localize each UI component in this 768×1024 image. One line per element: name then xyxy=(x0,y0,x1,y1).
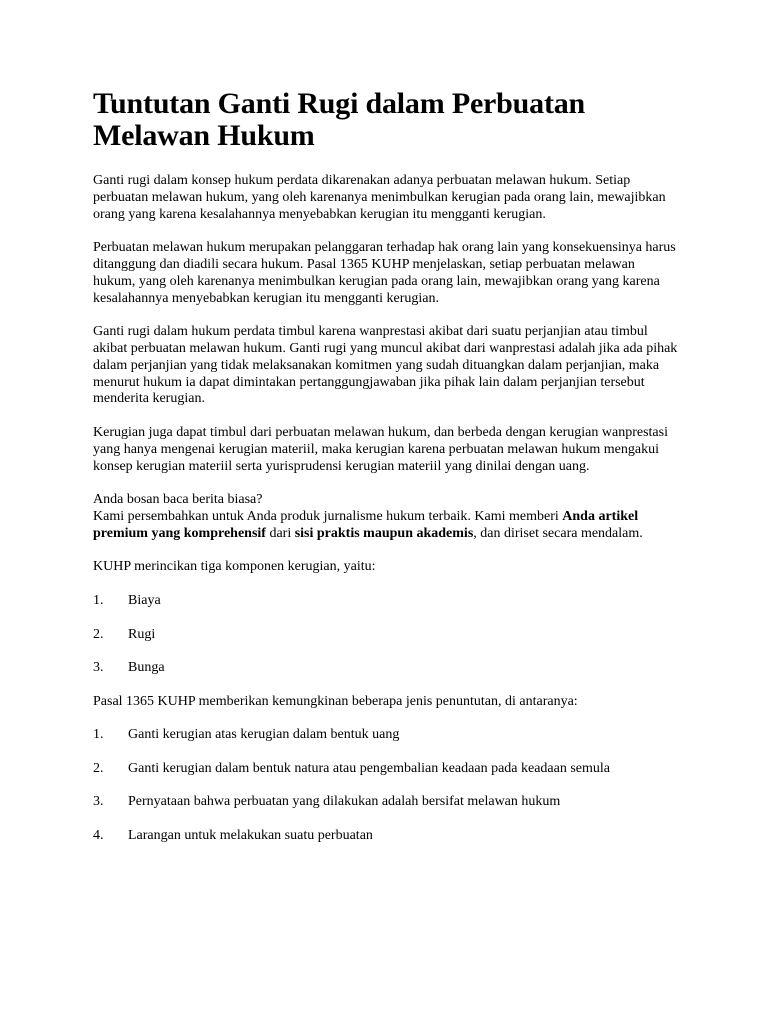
paragraph-4: Kerugian juga dapat timbul dari perbuatan melawan hukum, dan berbeda dengan kerugian wanprestasi yang hanya mengenai kerugian materiil, maka kerugian karena perbuatan melawan hukum mengakui konsep kerugian materiil serta yurisprudensi kerugian materiil yang dinilai dengan uang. xyxy=(93,424,668,474)
document-title: Tuntutan Ganti Rugi dalam Perbuatan Melawan Hukum xyxy=(93,87,586,152)
promo-text-3: , dan diriset secara mendalam. xyxy=(473,525,643,541)
list-item-number: 4. xyxy=(93,828,104,844)
list-item-text: Ganti kerugian atas kerugian dalam bentuk uang xyxy=(128,727,400,743)
list-item-number: 3. xyxy=(93,794,104,810)
list-item-text: Bunga xyxy=(128,660,165,676)
list-item-number: 1. xyxy=(93,592,104,608)
list-item-text: Larangan untuk melakukan suatu perbuatan xyxy=(128,828,373,844)
paragraph-2: Perbuatan melawan hukum merupakan pelanggaran terhadap hak orang lain yang konsekuensinya harus ditanggung dan diadili secara hukum. Pasal 1365 KUHP menjelaskan, setiap perbuatan melawan hukum, yang oleh karenanya menimbulkan kerugian pada orang lain, mewajibkan orang yang karena kesalahannya menyebabkan kerugian itu mengganti kerugian. xyxy=(93,240,676,306)
list-item-text: Ganti kerugian dalam bentuk natura atau pengembalian keadaan pada keadaan semula xyxy=(128,760,611,776)
list-1 xyxy=(93,593,678,677)
list-2-intro: Pasal 1365 KUHP memberikan kemungkinan beberapa jenis penuntutan, di antaranya: xyxy=(93,693,578,709)
paragraph-1: Ganti rugi dalam konsep hukum perdata dikarenakan adanya perbuatan melawan hukum. Setiap perbuatan melawan hukum, yang oleh karenanya menimbulkan kerugian pada orang lain, mewajibkan orang yang karena kesalahannya menyebabkan kerugian itu mengganti kerugian. xyxy=(93,173,666,222)
list-1-intro: KUHP merincikan tiga komponen kerugian, yaitu: xyxy=(93,559,376,575)
list-item-text: Pernyataan bahwa perbuatan yang dilakukan adalah bersifat melawan hukum xyxy=(128,794,561,810)
promo-bold-2: sisi praktis maupun akademis xyxy=(294,525,474,541)
promo-text-2: dari xyxy=(265,525,295,541)
list-item-number: 2. xyxy=(93,626,104,642)
list-item-number: 2. xyxy=(93,760,104,776)
list-item xyxy=(93,828,678,845)
promo-bold-1: Anda artikel premium yang komprehensif xyxy=(93,508,639,541)
list-item xyxy=(93,727,678,744)
list-item xyxy=(93,627,678,644)
list-item-text: Rugi xyxy=(128,626,156,642)
paragraph-3: Ganti rugi dalam hukum perdata timbul karena wanprestasi akibat dari suatu perjanjian atau timbul akibat perbuatan melawan hukum. Ganti rugi yang muncul akibat dari wanprestasi adalah jika ada pihak dalam perjanjian yang tidak melaksanakan komitmen yang sudah dituangkan dalam perjanjian, maka menurut hukum ia dapat dimintakan pertanggungjawaban jika pihak lain dalam perjanjian tersebut menderita kerugian. xyxy=(93,324,678,407)
list-item-number: 1. xyxy=(93,727,104,743)
list-item-number: 3. xyxy=(93,660,104,676)
list-item-text: Biaya xyxy=(128,592,161,608)
promo-block xyxy=(93,492,678,542)
list-2 xyxy=(93,727,678,845)
document-body xyxy=(93,88,678,862)
list-item xyxy=(93,593,678,610)
list-item xyxy=(93,761,678,778)
list-item xyxy=(93,794,678,811)
promo-question: Anda bosan baca berita biasa? xyxy=(93,492,263,508)
list-item xyxy=(93,660,678,677)
promo-text-1: Kami persembahkan untuk Anda produk jurnalisme hukum terbaik. Kami memberi xyxy=(93,508,563,524)
